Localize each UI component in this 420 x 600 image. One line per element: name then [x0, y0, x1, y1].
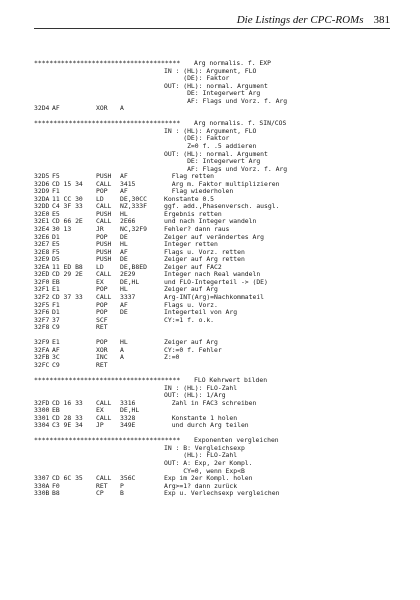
mnemonic: CALL — [96, 413, 112, 422]
comment: und FLO-Integerteil -> (DE) — [164, 277, 268, 286]
operand: HL — [120, 209, 128, 218]
operand — [120, 324, 164, 332]
comment: AF: Flags und Vorz. f. Arg — [164, 96, 288, 105]
address: 3307 — [34, 474, 50, 483]
comment: Arg m. Faktor multiplizieren — [164, 179, 280, 188]
operand: DE,HL — [120, 277, 140, 286]
operand: DE — [120, 232, 128, 241]
comment: ggf. add.,Phasenversch. ausgl. — [164, 202, 280, 211]
comment: OUT: (HL): normal. Argument — [164, 149, 268, 158]
address: 32E1 — [34, 217, 50, 226]
operand — [120, 75, 164, 83]
operand: AF — [120, 187, 128, 196]
operand: DE,HL — [120, 406, 140, 415]
mnemonic: POP — [96, 285, 108, 294]
mnemonic — [96, 445, 120, 453]
operand — [120, 135, 164, 143]
opcode-bytes: AF — [52, 345, 60, 354]
operand: DE — [120, 255, 128, 264]
address: 32F7 — [34, 315, 50, 324]
opcode-bytes — [52, 385, 96, 393]
opcode-bytes: C4 3F 33 — [52, 202, 83, 211]
mnemonic: JR — [96, 225, 104, 234]
separator-stars: ************************************** — [34, 437, 181, 445]
address: 32F6 — [34, 308, 50, 317]
opcode-bytes: E5 — [52, 209, 60, 218]
comment: und durch Arg teilen — [164, 421, 249, 430]
address: 32F2 — [34, 292, 50, 301]
comment: Zahl in FAC3 schreiben — [164, 398, 257, 407]
comment: Konstante 0.5 — [164, 194, 215, 203]
comment: und nach Integer wandeln — [164, 217, 257, 226]
comment: (DE): Faktor — [164, 74, 230, 83]
address: 32FD — [34, 398, 50, 407]
comment: CY:=0 f. Fehler — [164, 345, 222, 354]
mnemonic — [96, 128, 120, 136]
comment: Flags u. Vorz. — [164, 300, 218, 309]
operand: 356C — [120, 474, 136, 483]
opcode-bytes: CD 16 33 — [52, 398, 83, 407]
mnemonic: POP — [96, 232, 108, 241]
comment: Integerteil von Arg — [164, 308, 238, 317]
mnemonic: XOR — [96, 104, 108, 113]
operand: A — [120, 353, 124, 362]
operand — [120, 98, 164, 106]
section-title: FLO Kehrwert bilden — [194, 375, 268, 384]
address: 330A — [34, 481, 50, 490]
address — [34, 143, 52, 151]
section-title: Arg normalis. f. EXP — [194, 59, 271, 67]
address: 32DD — [34, 202, 50, 211]
comment: DE: Integerwert Arg — [164, 157, 261, 166]
code-line — [34, 317, 394, 325]
opcode-bytes: 11 CC 30 — [52, 194, 83, 203]
opcode-bytes — [52, 158, 96, 166]
separator-stars: ************************************** — [34, 120, 181, 128]
opcode-bytes: D1 — [52, 308, 60, 317]
address: 32E0 — [34, 209, 50, 218]
address: 32E9 — [34, 255, 50, 264]
mnemonic: LD — [96, 194, 104, 203]
opcode-bytes — [52, 460, 96, 468]
code-line — [34, 309, 394, 317]
mnemonic: CP — [96, 489, 104, 498]
operand: HL — [120, 338, 128, 347]
operand: NZ,333F — [120, 202, 147, 211]
comment: Konstante 1 holen — [164, 413, 238, 422]
comment: Exp u. Verlechsexp vergleichen — [164, 489, 280, 498]
opcode-bytes: C3 9E 34 — [52, 421, 83, 430]
opcode-bytes: AF — [52, 104, 60, 113]
address: 32D6 — [34, 179, 50, 188]
comment: Flag retten — [164, 172, 215, 181]
opcode-bytes: C9 — [52, 323, 60, 332]
mnemonic: CALL — [96, 179, 112, 188]
comment: Zeiger auf Arg retten — [164, 255, 245, 264]
address — [34, 385, 52, 393]
mnemonic: CALL — [96, 292, 112, 301]
address: 32E7 — [34, 240, 50, 249]
comment: Zeiger auf Arg — [164, 285, 218, 294]
opcode-bytes: B8 — [52, 489, 60, 498]
opcode-bytes — [52, 68, 96, 76]
address: 32F8 — [34, 323, 50, 332]
mnemonic: PUSH — [96, 240, 112, 249]
operand: 349E — [120, 421, 136, 430]
opcode-bytes: CD 37 33 — [52, 292, 83, 301]
comment: IN : (HL): Argument, FLO — [164, 126, 257, 135]
comment: AF: Flags und Vorz. f. Arg — [164, 164, 288, 173]
operand: A — [120, 345, 124, 354]
code-line — [34, 347, 394, 355]
mnemonic: POP — [96, 308, 108, 317]
code-line — [34, 324, 394, 332]
address: 32D5 — [34, 172, 50, 181]
opcode-bytes: 3C — [52, 353, 60, 362]
mnemonic: CALL — [96, 270, 112, 279]
separator-stars: ************************************** — [34, 60, 181, 67]
opcode-bytes: 11 ED B8 — [52, 262, 83, 271]
mnemonic — [96, 143, 120, 151]
opcode-bytes: E1 — [52, 338, 60, 347]
address: 32EA — [34, 262, 50, 271]
operand: AF — [120, 300, 128, 309]
section-title: Exponenten vergleichen — [194, 436, 279, 445]
comment: Arg>=1? dann zurück — [164, 481, 238, 490]
opcode-bytes: CD 29 2E — [52, 270, 83, 279]
operand: HL — [120, 240, 128, 249]
operand — [120, 128, 164, 136]
address: 32ED — [34, 270, 50, 279]
opcode-bytes: 30 13 — [52, 225, 72, 234]
opcode-bytes — [52, 128, 96, 136]
operand: AF — [120, 172, 128, 181]
comment: Zeiger auf Arg — [164, 338, 218, 347]
page-header — [0, 0, 420, 26]
operand — [120, 460, 164, 468]
opcode-bytes — [52, 151, 96, 159]
address: 32E6 — [34, 232, 50, 241]
comment: Flag wiederholen — [164, 187, 234, 196]
address — [34, 128, 52, 136]
opcode-bytes — [52, 452, 96, 460]
code-line — [34, 490, 394, 498]
mnemonic — [96, 83, 120, 91]
address: 32FB — [34, 353, 50, 362]
operand — [120, 90, 164, 98]
operand: HL — [120, 285, 128, 294]
opcode-bytes — [52, 75, 96, 83]
comment: Integer nach Real wandeln — [164, 270, 261, 279]
separator-stars: ************************************** — [34, 376, 181, 384]
running-title: Die Listings der CPC-ROMs — [236, 14, 364, 26]
opcode-bytes: CD 28 33 — [52, 413, 83, 422]
operand: 2E66 — [120, 217, 136, 226]
code-line — [34, 362, 394, 370]
code-line — [34, 166, 394, 174]
code-line — [34, 98, 394, 106]
address: 32F5 — [34, 300, 50, 309]
operand — [120, 317, 164, 325]
opcode-bytes: E1 — [52, 285, 60, 294]
comment: Exp im 2er Kompl. holen — [164, 474, 253, 483]
operand: NC,32F9 — [120, 225, 147, 234]
comment: IN : (HL): Argument, FLO — [164, 66, 257, 75]
mnemonic: INC — [96, 353, 108, 362]
mnemonic: EX — [96, 277, 104, 286]
operand: 2E29 — [120, 270, 136, 279]
address: 32E8 — [34, 247, 50, 256]
operand: DE,30CC — [120, 194, 147, 203]
operand — [120, 445, 164, 453]
comment: CY:=1 f. o.k. — [164, 315, 215, 324]
address: 32F0 — [34, 277, 50, 286]
mnemonic — [96, 158, 120, 166]
code-line — [34, 422, 394, 430]
operand: P — [120, 481, 124, 490]
section-title: Arg normalis. f. SIN/COS — [194, 119, 287, 128]
code-line — [34, 354, 394, 362]
mnemonic: CALL — [96, 202, 112, 211]
code-line — [34, 105, 394, 113]
opcode-bytes: C9 — [52, 360, 60, 369]
address — [34, 460, 52, 468]
mnemonic: PUSH — [96, 172, 112, 181]
opcode-bytes — [52, 143, 96, 151]
opcode-bytes: E5 — [52, 240, 60, 249]
operand — [120, 158, 164, 166]
address — [34, 75, 52, 83]
address: 32DA — [34, 194, 50, 203]
opcode-bytes: F0 — [52, 481, 60, 490]
mnemonic: PUSH — [96, 247, 112, 256]
opcode-bytes: EB — [52, 277, 60, 286]
opcode-bytes: F1 — [52, 300, 60, 309]
comment: Arg-INT(Arg)=Nachkommateil — [164, 292, 265, 301]
opcode-bytes: D1 — [52, 232, 60, 241]
mnemonic — [96, 68, 120, 76]
comment — [164, 362, 394, 370]
address: 32E4 — [34, 225, 50, 234]
mnemonic: PUSH — [96, 209, 112, 218]
mnemonic: CALL — [96, 398, 112, 407]
opcode-bytes: CD 6C 35 — [52, 474, 83, 483]
comment: Z=0 f. .5 addieren — [164, 142, 257, 151]
address — [34, 452, 52, 460]
operand: 3328 — [120, 413, 136, 422]
opcode-bytes: 37 — [52, 315, 60, 324]
mnemonic: CALL — [96, 217, 112, 226]
mnemonic: CALL — [96, 474, 112, 483]
address: 32D9 — [34, 187, 50, 196]
operand: DE — [120, 308, 128, 317]
mnemonic: JP — [96, 421, 104, 430]
operand — [120, 452, 164, 460]
code-line — [34, 188, 394, 196]
operand: 3415 — [120, 179, 136, 188]
comment: Fehler? dann raus — [164, 225, 230, 234]
mnemonic: RET — [96, 323, 108, 332]
assembly-listing — [34, 60, 394, 498]
opcode-bytes: D5 — [52, 255, 60, 264]
comment: (HL): FLO-Zahl — [164, 451, 238, 460]
mnemonic — [96, 90, 120, 98]
address: 3304 — [34, 421, 50, 430]
mnemonic — [96, 460, 120, 468]
opcode-bytes — [52, 135, 96, 143]
comment: Zeiger auf FAC2 — [164, 262, 222, 271]
opcode-bytes: F5 — [52, 172, 60, 181]
mnemonic: POP — [96, 338, 108, 347]
address: 32FC — [34, 360, 50, 369]
mnemonic — [96, 75, 120, 83]
comment: IN : (HL): FLO-Zahl — [164, 383, 238, 392]
mnemonic — [96, 151, 120, 159]
comment: OUT: A: Exp, 2er Kompl. — [164, 458, 253, 467]
header-rule — [34, 28, 390, 29]
code-line — [34, 400, 394, 408]
address: 32D4 — [34, 104, 50, 113]
comment — [164, 324, 394, 332]
page-number: 381 — [373, 14, 390, 26]
comment: Ergebnis retten — [164, 209, 222, 218]
operand — [120, 143, 164, 151]
operand — [120, 151, 164, 159]
comment: Zeiger auf verändertes Arg — [164, 232, 265, 241]
address: 32FA — [34, 345, 50, 354]
address — [34, 151, 52, 159]
mnemonic: RET — [96, 360, 108, 369]
comment — [164, 105, 394, 113]
address: 32F9 — [34, 338, 50, 347]
address — [34, 83, 52, 91]
mnemonic: PUSH — [96, 255, 112, 264]
comment: Z:=0 — [164, 353, 180, 362]
mnemonic — [96, 452, 120, 460]
comment: CY=0, wenn Exp<B — [164, 466, 245, 475]
operand: DE,B8ED — [120, 262, 147, 271]
comment: Flags u. Vorz. retten — [164, 247, 245, 256]
operand: A — [120, 104, 124, 113]
opcode-bytes: EB — [52, 406, 60, 415]
comment: (DE): Faktor — [164, 134, 230, 143]
operand: 3337 — [120, 292, 136, 301]
comment: DE: Integerwert Arg — [164, 89, 261, 98]
opcode-bytes — [52, 83, 96, 91]
opcode-bytes — [52, 90, 96, 98]
operand — [120, 68, 164, 76]
mnemonic: POP — [96, 187, 108, 196]
mnemonic — [96, 135, 120, 143]
opcode-bytes: F5 — [52, 247, 60, 256]
opcode-bytes: CD 15 34 — [52, 179, 83, 188]
address — [34, 158, 52, 166]
mnemonic: EX — [96, 406, 104, 415]
address — [34, 68, 52, 76]
mnemonic: SCF — [96, 315, 108, 324]
mnemonic: XOR — [96, 345, 108, 354]
operand — [120, 83, 164, 91]
operand: AF — [120, 247, 128, 256]
comment: Integer retten — [164, 240, 218, 249]
mnemonic: POP — [96, 300, 108, 309]
operand — [120, 385, 164, 393]
operand: 3316 — [120, 398, 136, 407]
address: 3301 — [34, 413, 50, 422]
operand: B — [120, 489, 124, 498]
address: 330B — [34, 489, 50, 498]
address — [34, 135, 52, 143]
comment: IN : B: Vergleichsexp — [164, 443, 245, 452]
operand — [120, 362, 164, 370]
mnemonic — [96, 385, 120, 393]
address — [34, 90, 52, 98]
address — [34, 445, 52, 453]
mnemonic: RET — [96, 481, 108, 490]
address: 32F1 — [34, 285, 50, 294]
mnemonic: LD — [96, 262, 104, 271]
comment: OUT: (HL): 1/Arg — [164, 391, 226, 400]
opcode-bytes: CD 66 2E — [52, 217, 83, 226]
opcode-bytes — [52, 445, 96, 453]
address: 3300 — [34, 406, 50, 415]
comment: OUT: (HL): normal. Argument — [164, 81, 268, 90]
opcode-bytes: F1 — [52, 187, 60, 196]
